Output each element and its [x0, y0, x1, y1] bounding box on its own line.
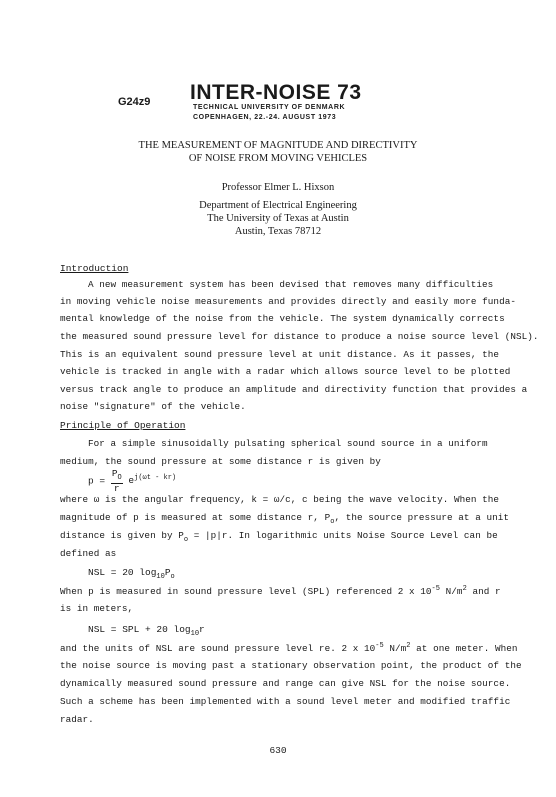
equation-lhs: p = [88, 475, 106, 487]
body-line: the noise source is moving past a stationary observation point, the product of the [60, 660, 522, 671]
paper-code: G24z9 [118, 96, 151, 108]
body-line: This is an equivalent sound pressure level at unit distance. As it passes, the [60, 349, 500, 360]
body-line: the measured sound pressure level for distance to produce a noise source level (NSL). [60, 331, 539, 342]
body-line: versus track angle to produce an amplitude and directivity function that provides a [60, 384, 528, 395]
section-heading-principle: Principle of Operation [60, 420, 186, 431]
paper-title [0, 139, 556, 165]
author-name: Professor Elmer L. Hixson [221, 182, 335, 193]
body-line: where ω is the angular frequency, k = ω/c, c being the wave velocity. When the [60, 494, 500, 505]
author-city: Austin, Texas 78712 [234, 226, 322, 237]
equation-exponential: $e^{j(\omega t - kr)}$ [128, 474, 177, 487]
body-line: vehicle is tracked in angle with a radar which allows source level to be plotted [60, 366, 511, 377]
equation-nsl-definition: NSL = 20 $\log_{10}P_o$ [88, 567, 175, 581]
body-line: and the units of NSL are sound pressure level re. 2 x $10^{-5}$ $N/m^2$ at one meter. When [60, 642, 518, 655]
body-line: radar. [60, 714, 94, 725]
conference-location-dates: COPENHAGEN, 22.-24. AUGUST 1973 [193, 114, 337, 121]
body-line: When p is measured in sound pressure level (SPL) referenced 2 x $10^{-5}$ $N/m^2$ and r [60, 585, 501, 598]
conference-university: TECHNICAL UNIVERSITY OF DENMARK [193, 104, 346, 111]
equation-nsl-spl: NSL = SPL + 20 $\log_{10}r$ [88, 624, 205, 638]
body-line: distance is given by $P_o = |p|r$. In logarithmic units Noise Source Level can be [60, 530, 498, 544]
equation-fraction [111, 469, 123, 493]
page-number: 630 [269, 745, 287, 756]
paper-title-line-1: THE MEASUREMENT OF MAGNITUDE AND DIRECTIVITY [138, 140, 418, 151]
equation-denominator: r [113, 482, 120, 494]
body-line: defined as [60, 548, 117, 559]
body-line: For a simple sinusoidally pulsating spherical sound source in a uniform [88, 438, 488, 449]
conference-title: INTER-NOISE 73 [190, 81, 362, 104]
section-heading-introduction: Introduction [60, 263, 129, 274]
body-line: in moving vehicle noise measurements and provides directly and easily more funda- [60, 296, 516, 307]
body-line: A new measurement system has been devised that removes many difficulties [88, 279, 494, 290]
author-university: The University of Texas at Austin [207, 213, 349, 224]
body-line: dynamically measured sound pressure and range can give NSL for the noise source. [60, 678, 511, 689]
body-line: magnitude of p is measured at some distance r, $P_o$, the source pressure at a unit [60, 512, 509, 526]
author-affiliation [0, 199, 556, 238]
body-line: Such a scheme has been implemented with a sound level meter and modified traffic [60, 696, 511, 707]
body-line: is in meters, [60, 603, 134, 614]
equation-pressure [88, 469, 176, 493]
body-line: medium, the sound pressure at some distance r is given by [60, 456, 381, 467]
body-line: mental knowledge of the noise from the vehicle. The system dynamically corrects [60, 313, 505, 324]
equation-numerator: $P_O$ [111, 468, 122, 482]
author-department: Department of Electrical Engineering [199, 200, 357, 211]
body-line: noise "signature" of the vehicle. [60, 401, 246, 412]
paper-title-line-2: OF NOISE FROM MOVING VEHICLES [188, 153, 368, 164]
